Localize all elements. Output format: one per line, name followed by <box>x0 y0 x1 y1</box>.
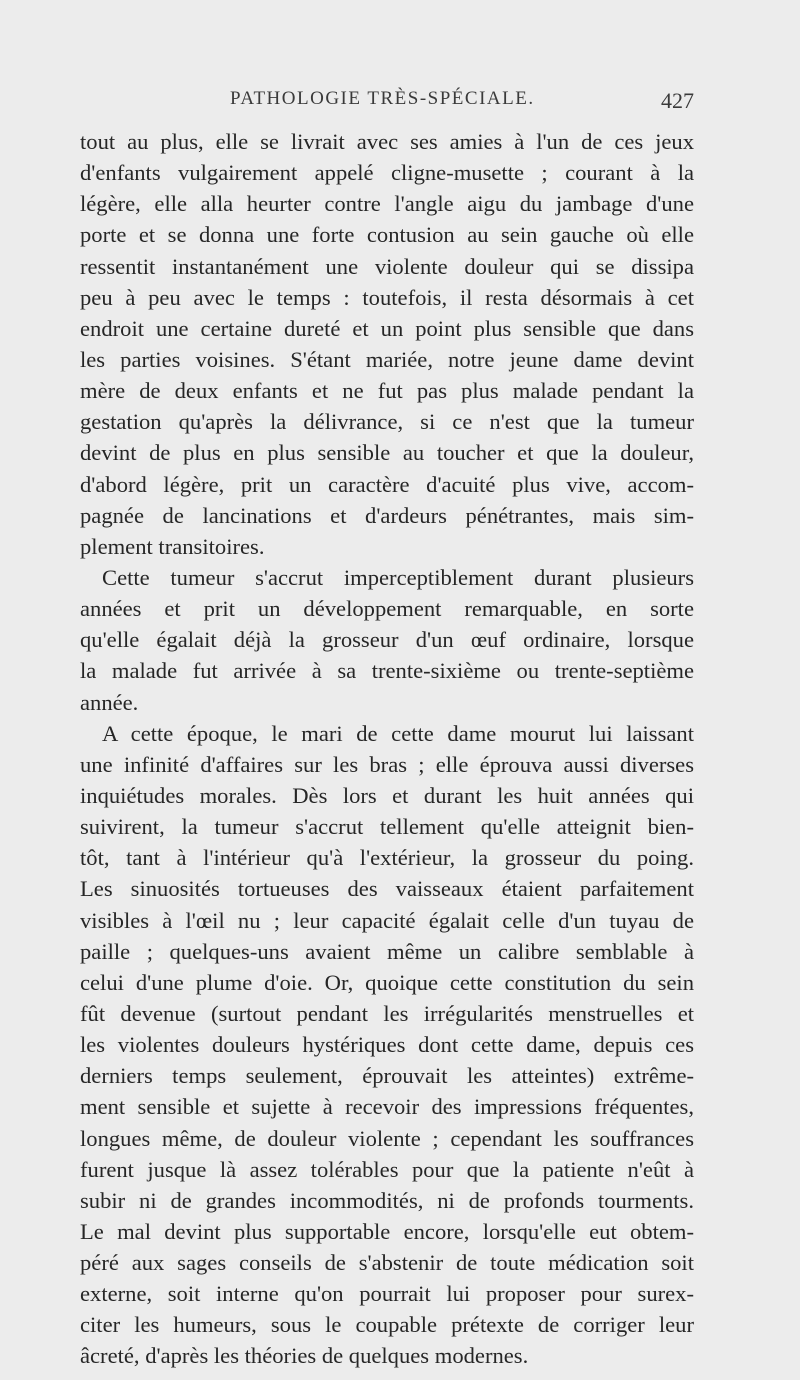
text-line: inquiétudes morales. Dès lors et durant les huit années qui <box>80 782 694 808</box>
text-line: A cette époque, le mari de cette dame mourut lui laissant <box>102 720 694 746</box>
text-line: mère de deux enfants et ne fut pas plus malade pendant la <box>80 378 694 404</box>
text-line: péré aux sages conseils de s'abstenir de toute médication soit <box>80 1250 694 1276</box>
body-text <box>80 126 694 1372</box>
page-number: 427 <box>661 88 694 113</box>
text-line: une infinité d'affaires sur les bras ; elle éprouva aussi diverses <box>80 751 694 777</box>
text-line: subir ni de grandes incommodités, ni de profonds tourments. <box>80 1187 694 1213</box>
text-line: fût devenue (surtout pendant les irrégularités menstruelles et <box>80 1000 694 1026</box>
text-line: ressentit instantanément une violente douleur qui se dissipa <box>80 253 694 279</box>
text-line: Les sinuosités tortueuses des vaisseaux étaient parfaitement <box>80 876 694 902</box>
text-line: externe, soit interne qu'on pourrait lui proposer pour surex- <box>80 1281 694 1307</box>
text-line: visibles à l'œil nu ; leur capacité égalait celle d'un tuyau de <box>80 907 694 933</box>
text-line: d'enfants vulgairement appelé cligne-musette ; courant à la <box>80 160 694 186</box>
text-line: la malade fut arrivée à sa trente-sixième ou trente-septième <box>80 658 694 684</box>
text-line: tôt, tant à l'intérieur qu'à l'extérieur, la grosseur du poing. <box>80 845 694 871</box>
text-line: années et prit un développement remarquable, en sorte <box>80 596 694 622</box>
text-line: porte et se donna une forte contusion au sein gauche où elle <box>80 222 694 248</box>
text-line: paille ; quelques-uns avaient même un calibre semblable à <box>80 938 694 964</box>
text-line: pagnée de lancinations et d'ardeurs pénétrantes, mais sim- <box>80 502 694 528</box>
text-line: furent jusque là assez tolérables pour que la patiente n'eût à <box>80 1156 694 1182</box>
text-line: peu à peu avec le temps : toutefois, il resta désormais à cet <box>80 284 694 310</box>
text-line: année. <box>80 689 139 715</box>
text-line: les violentes douleurs hystériques dont cette dame, depuis ces <box>80 1032 694 1058</box>
text-line: légère, elle alla heurter contre l'angle aigu du jambage d'une <box>80 191 694 217</box>
text-line: endroit une certaine dureté et un point plus sensible que dans <box>80 315 694 341</box>
text-line: Le mal devint plus supportable encore, lorsqu'elle eut obtem- <box>80 1218 694 1244</box>
text-line: âcreté, d'après les théories de quelques modernes. <box>80 1343 529 1369</box>
text-line: suivirent, la tumeur s'accrut tellement qu'elle atteignit bien- <box>80 814 694 840</box>
text-line: citer les humeurs, sous le coupable prétexte de corriger leur <box>80 1312 694 1338</box>
text-line: devint de plus en plus sensible au toucher et que la douleur, <box>80 440 694 466</box>
text-line: gestation qu'après la délivrance, si ce n'est que la tumeur <box>80 409 694 435</box>
text-line: les parties voisines. S'étant mariée, notre jeune dame devint <box>80 346 694 372</box>
text-line: d'abord légère, prit un caractère d'acuité plus vive, accom- <box>80 471 694 497</box>
running-title: PATHOLOGIE TRÈS-SPÉCIALE. <box>230 88 535 109</box>
text-line: plement transitoires. <box>80 533 265 559</box>
running-head <box>80 88 694 116</box>
text-line: ment sensible et sujette à recevoir des impressions fréquentes, <box>80 1094 694 1120</box>
text-line: Cette tumeur s'accrut imperceptiblement durant plusieurs <box>102 564 694 590</box>
text-line: derniers temps seulement, éprouvait les atteintes) extrême- <box>80 1063 694 1089</box>
text-line: qu'elle égalait déjà la grosseur d'un œuf ordinaire, lorsque <box>80 627 694 653</box>
text-line: longues même, de douleur violente ; cependant les souffrances <box>80 1125 694 1151</box>
text-line: celui d'une plume d'oie. Or, quoique cette constitution du sein <box>80 969 694 995</box>
text-line: tout au plus, elle se livrait avec ses amies à l'un de ces jeux <box>80 129 694 154</box>
